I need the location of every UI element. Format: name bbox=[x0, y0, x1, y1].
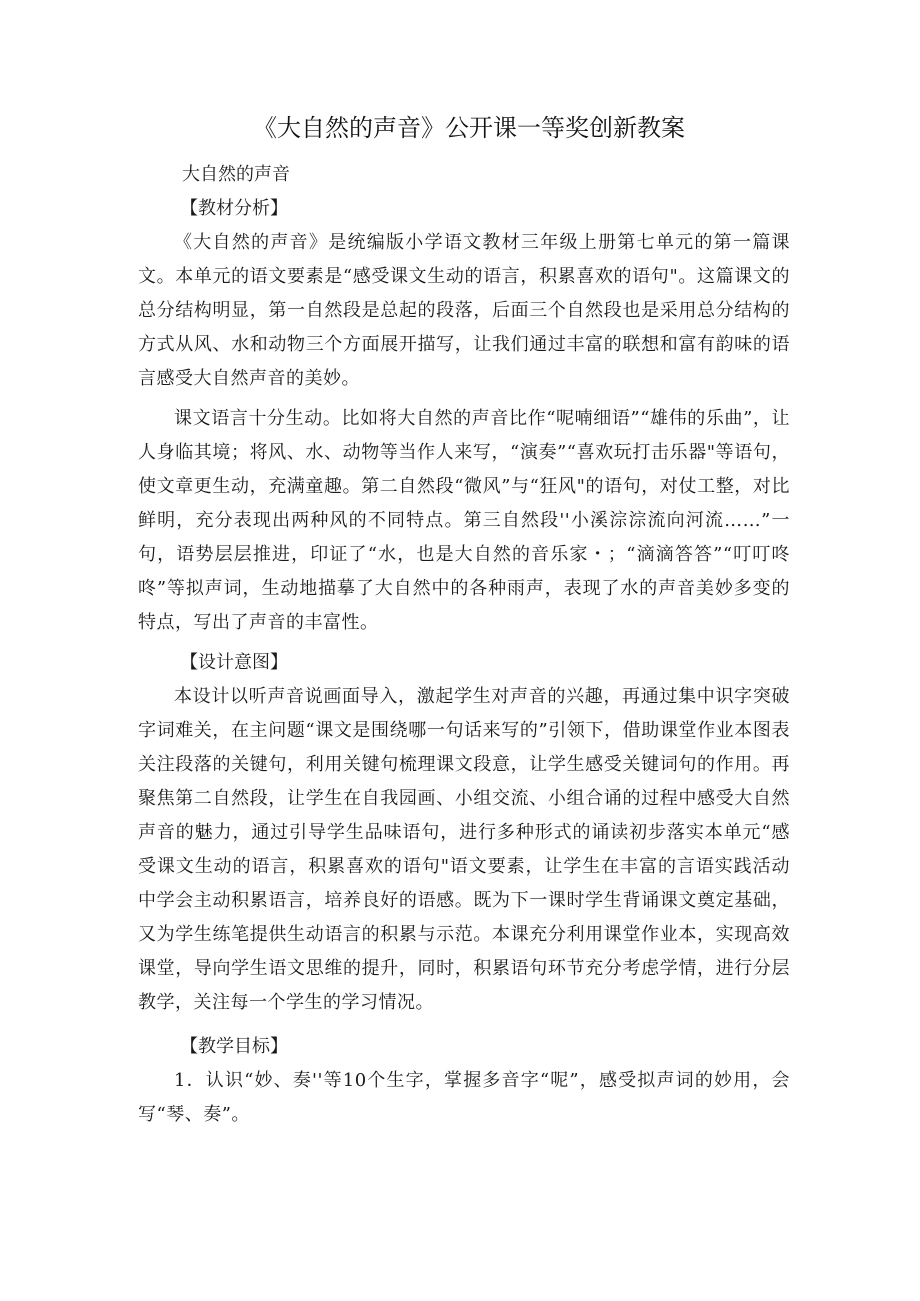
section-teaching-goals bbox=[138, 1030, 790, 1132]
paragraph: 本设计以听声音说画面导入，激起学生对声音的兴趣，再通过集中识字突破字词难关，在主问题“课文是围绕哪一句话来写的”引领下，借助课堂作业本图表关注段落的关键句，利用关键句梳理课文段意，让学生感受关键词句的作用。再聚焦第二自然段，让学生在自我园画、小组交流、小组合诵的过程中感受大自然声音的魅力，通过引导学生品味语句，进行多种形式的诵读初步落实本单元“感受课文生动的语言，积累喜欢的语句"语文要素，让学生在丰富的言语实践活动中学会主动积累语言，培养良好的语感。既为下一课时学生背诵课文奠定基础，又为学生练笔提供生动语言的积累与示范。本课充分利用课堂作业本，实现高效课堂，导向学生语文思维的提升，同时，积累语句环节充分考虑学情，进行分层教学，关注每一个学生的学习情况。 bbox=[138, 686, 790, 1013]
section-heading: 【设计意图】 bbox=[180, 652, 288, 673]
section-heading: 【教学目标】 bbox=[180, 1036, 288, 1057]
paragraph: 课文语言十分生动。比如将大自然的声音比作“呢喃细语”“雄伟的乐曲”，让人身临其境；将风、水、动物等当作人来写，“演奏”“喜欢玩打击乐器"等语句，使文章更生动，充满童趣。第二自然段“微风”与“狂风"的语句，对仗工整，对比鲜明，充分表现出两种风的不同特点。第三自然段''小溪淙淙流向河流……”一句，语势层层推进，印证了“水，也是大自然的音乐家・；“滴滴答答”“叮叮咚咚”等拟声词，生动地描摹了大自然中的各种雨声，表现了水的声音美妙多变的特点，写出了声音的丰富性。 bbox=[138, 408, 790, 633]
paragraph: 1．认识“妙、奏''等10个生字，掌握多音字“呢”，感受拟声词的妙用，会写“琴、奏”。 bbox=[138, 1070, 790, 1125]
section-design-intent bbox=[138, 646, 790, 1020]
document-title: 《大自然的声音》公开课一等奖创新教案 bbox=[253, 114, 685, 142]
document-subtitle: 大自然的声音 bbox=[182, 164, 290, 185]
paragraph: 《大自然的声音》是统编版小学语文教材三年级上册第七单元的第一篇课文。本单元的语文要素是“感受课文生动的语言，积累喜欢的语句"。这篇课文的总分结构明显，第一自然段是总起的段落，后面三个自然段也是采用总分结构的方式从风、水和动物三个方面展开描写，让我们通过丰富的联想和富有韵味的语言感受大自然声音的美妙。 bbox=[138, 232, 790, 389]
section-material-analysis bbox=[138, 192, 790, 640]
section-heading: 【教材分析】 bbox=[180, 198, 288, 219]
